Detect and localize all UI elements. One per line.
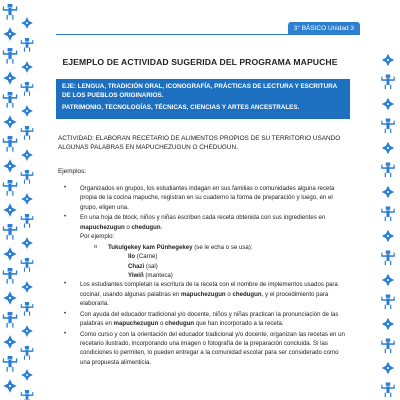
pattern-motif: [21, 38, 34, 52]
list-item: [58, 213, 350, 241]
pattern-motif: [3, 136, 17, 152]
pattern-motif: [3, 180, 17, 196]
ingredient-item: [58, 271, 350, 280]
examples-label: Ejemplos:: [58, 168, 87, 175]
list-item-text: o: [158, 320, 166, 328]
header-divider: [56, 34, 360, 35]
pattern-motif: [382, 186, 395, 199]
term: mapuchezugun: [180, 290, 226, 298]
pattern-motif: [3, 224, 17, 240]
pattern-motif: [3, 335, 16, 348]
pattern-motif: [3, 291, 16, 304]
pattern-motif: [3, 71, 16, 84]
pattern-motif: [381, 75, 395, 90]
list-item-text: Con ayuda del educador tradicional y/o docente, niños y niñas practican la pronunciación de las palabras en: [80, 310, 339, 328]
list-item-text: Organizados en grupos, los estudiantes indagan en sus familias o comunidades alguna receta propia de la cocina mapuche, registran en su cuaderno la forma de preparación y luego, en el grupo, eligen una.: [80, 185, 335, 211]
pattern-motif: [3, 48, 17, 64]
pattern-motif: [3, 312, 17, 328]
pattern-motif: [3, 247, 16, 260]
pattern-motif: [21, 82, 34, 96]
pattern-motif: [21, 281, 33, 293]
list-item-text: o: [124, 223, 132, 231]
pattern-motif: [381, 383, 395, 398]
pattern-motif: [382, 230, 395, 243]
pattern-motif: [21, 170, 34, 184]
circle-bullet-icon: o: [94, 243, 98, 250]
ingredient-item: [58, 262, 350, 271]
list-item-text: que han incorporado a la receta.: [194, 320, 284, 328]
term: chedugun: [232, 290, 262, 298]
pattern-motif: [21, 149, 33, 161]
list-item-text: , y el procedimiento para elaborarla.: [80, 290, 329, 308]
pattern-motif: [21, 193, 33, 205]
example-label: Por ejemplo:: [80, 233, 115, 241]
pattern-motif: [382, 274, 395, 287]
term: chedugun: [165, 320, 195, 328]
term: Chazi: [128, 262, 145, 270]
list-item-text: .: [160, 223, 163, 231]
list-item: [58, 184, 350, 212]
pattern-motif: [382, 54, 395, 67]
pattern-motif: [21, 126, 34, 140]
pattern-motif: [21, 105, 33, 117]
pattern-motif: [3, 356, 17, 372]
list-item-text: En una hoja de block, niños y niñas escriben cada receta obtenida con sus ingredientes en: [80, 214, 326, 222]
pattern-motif: [381, 339, 395, 354]
pattern-motif: [3, 203, 16, 216]
activity-heading: ACTIVIDAD: ELABORAN RECETARIO DE ALIMENTOS PROPIOS DE SU TERRITORIO USANDO ALGUNAS PALABRAS EN MAPUCHEZUGUN O CHEDUGUN.: [58, 135, 341, 152]
list-item: [58, 330, 350, 368]
pattern-motif: [21, 390, 34, 400]
page-title: EJEMPLO DE ACTIVIDAD SUGERIDA DEL PROGRAMA MAPUCHE: [62, 57, 338, 67]
pattern-motif: [21, 302, 34, 316]
pattern-motif: [3, 379, 16, 392]
pattern-motif: [21, 237, 33, 249]
pattern-motif: [381, 295, 395, 310]
pattern-motif: [382, 318, 395, 331]
ingredient-translation: (manteca): [143, 271, 173, 279]
term: mapuchezugun: [113, 320, 159, 328]
list-item-text: Los estudiantes completan la escritura de la receta con el nombre de implementos usados para cocinar, usando algunas palabras en: [80, 281, 338, 298]
eje-box: [56, 79, 350, 119]
pattern-motif: [21, 61, 33, 73]
pattern-motif: [21, 346, 34, 360]
bullet-icon: •: [64, 214, 67, 221]
pattern-motif: [3, 115, 16, 128]
grade-unit-badge: 3° BÁSICO Unidad 3: [288, 22, 360, 35]
pattern-motif: [381, 207, 395, 222]
pattern-motif: [21, 369, 33, 381]
bullet-icon: •: [64, 281, 67, 288]
term: Ilo: [128, 253, 136, 261]
term: Yiwiñ: [128, 271, 144, 279]
pattern-motif: [3, 27, 16, 40]
eje-line-1: EJE: LENGUA, TRADICIÓN ORAL, ICONOGRAFÍA, PRÁCTICAS DE LECTURA Y ESCRITURA DE LOS PUEBLOS ORIGINARIOS.: [62, 83, 337, 100]
pattern-motif: [21, 17, 33, 29]
bullet-icon: •: [64, 310, 67, 317]
list-item: [58, 310, 350, 329]
ingredient-translation: (Carne): [135, 253, 158, 261]
bullet-icon: •: [64, 330, 67, 337]
pattern-motif: [3, 4, 17, 20]
list-item-text: Como curso y con la orientación del educador tradicional y/o docente, organizan las recetas en un recetario ilustrado, incorporando una imagen o fotografía de la preparación concluida. Si las condiciones lo permiten, lo pueden entregar a la comunidad escolar para ser considerado como una propuesta alimenticia.: [80, 330, 345, 366]
list-item: [58, 280, 350, 308]
pattern-motif: [21, 214, 34, 228]
pattern-motif: [382, 98, 395, 111]
pattern-motif: [381, 163, 395, 178]
bullet-icon: •: [64, 185, 67, 191]
pattern-motif: [21, 325, 33, 337]
term: Tukulgekey kam Pünhegekey: [108, 243, 193, 251]
examples-list: [58, 184, 350, 368]
sub-item: [58, 243, 350, 252]
pattern-motif: [21, 258, 34, 272]
term: mapuchezugun: [80, 223, 125, 231]
eje-line-2: PATRIMONIO, TECNOLOGÍAS, TÉCNICAS, CIENCIAS Y ARTES ANCESTRALES.: [62, 104, 300, 112]
pattern-motif: [3, 159, 16, 172]
pattern-motif: [382, 362, 395, 375]
pattern-motif: [381, 251, 395, 266]
term: chedugun: [131, 223, 161, 231]
pattern-motif: [3, 268, 17, 284]
decorative-border-right: [370, 0, 400, 400]
sub-item-text: (se le echa o se usa):: [192, 243, 253, 251]
ingredient-item: [58, 252, 350, 261]
ingredient-translation: (sal): [144, 262, 158, 270]
pattern-motif: [382, 142, 395, 155]
pattern-motif: [3, 92, 17, 108]
list-item-text: o: [225, 290, 233, 298]
decorative-border-left: [0, 0, 38, 400]
pattern-motif: [381, 119, 395, 134]
